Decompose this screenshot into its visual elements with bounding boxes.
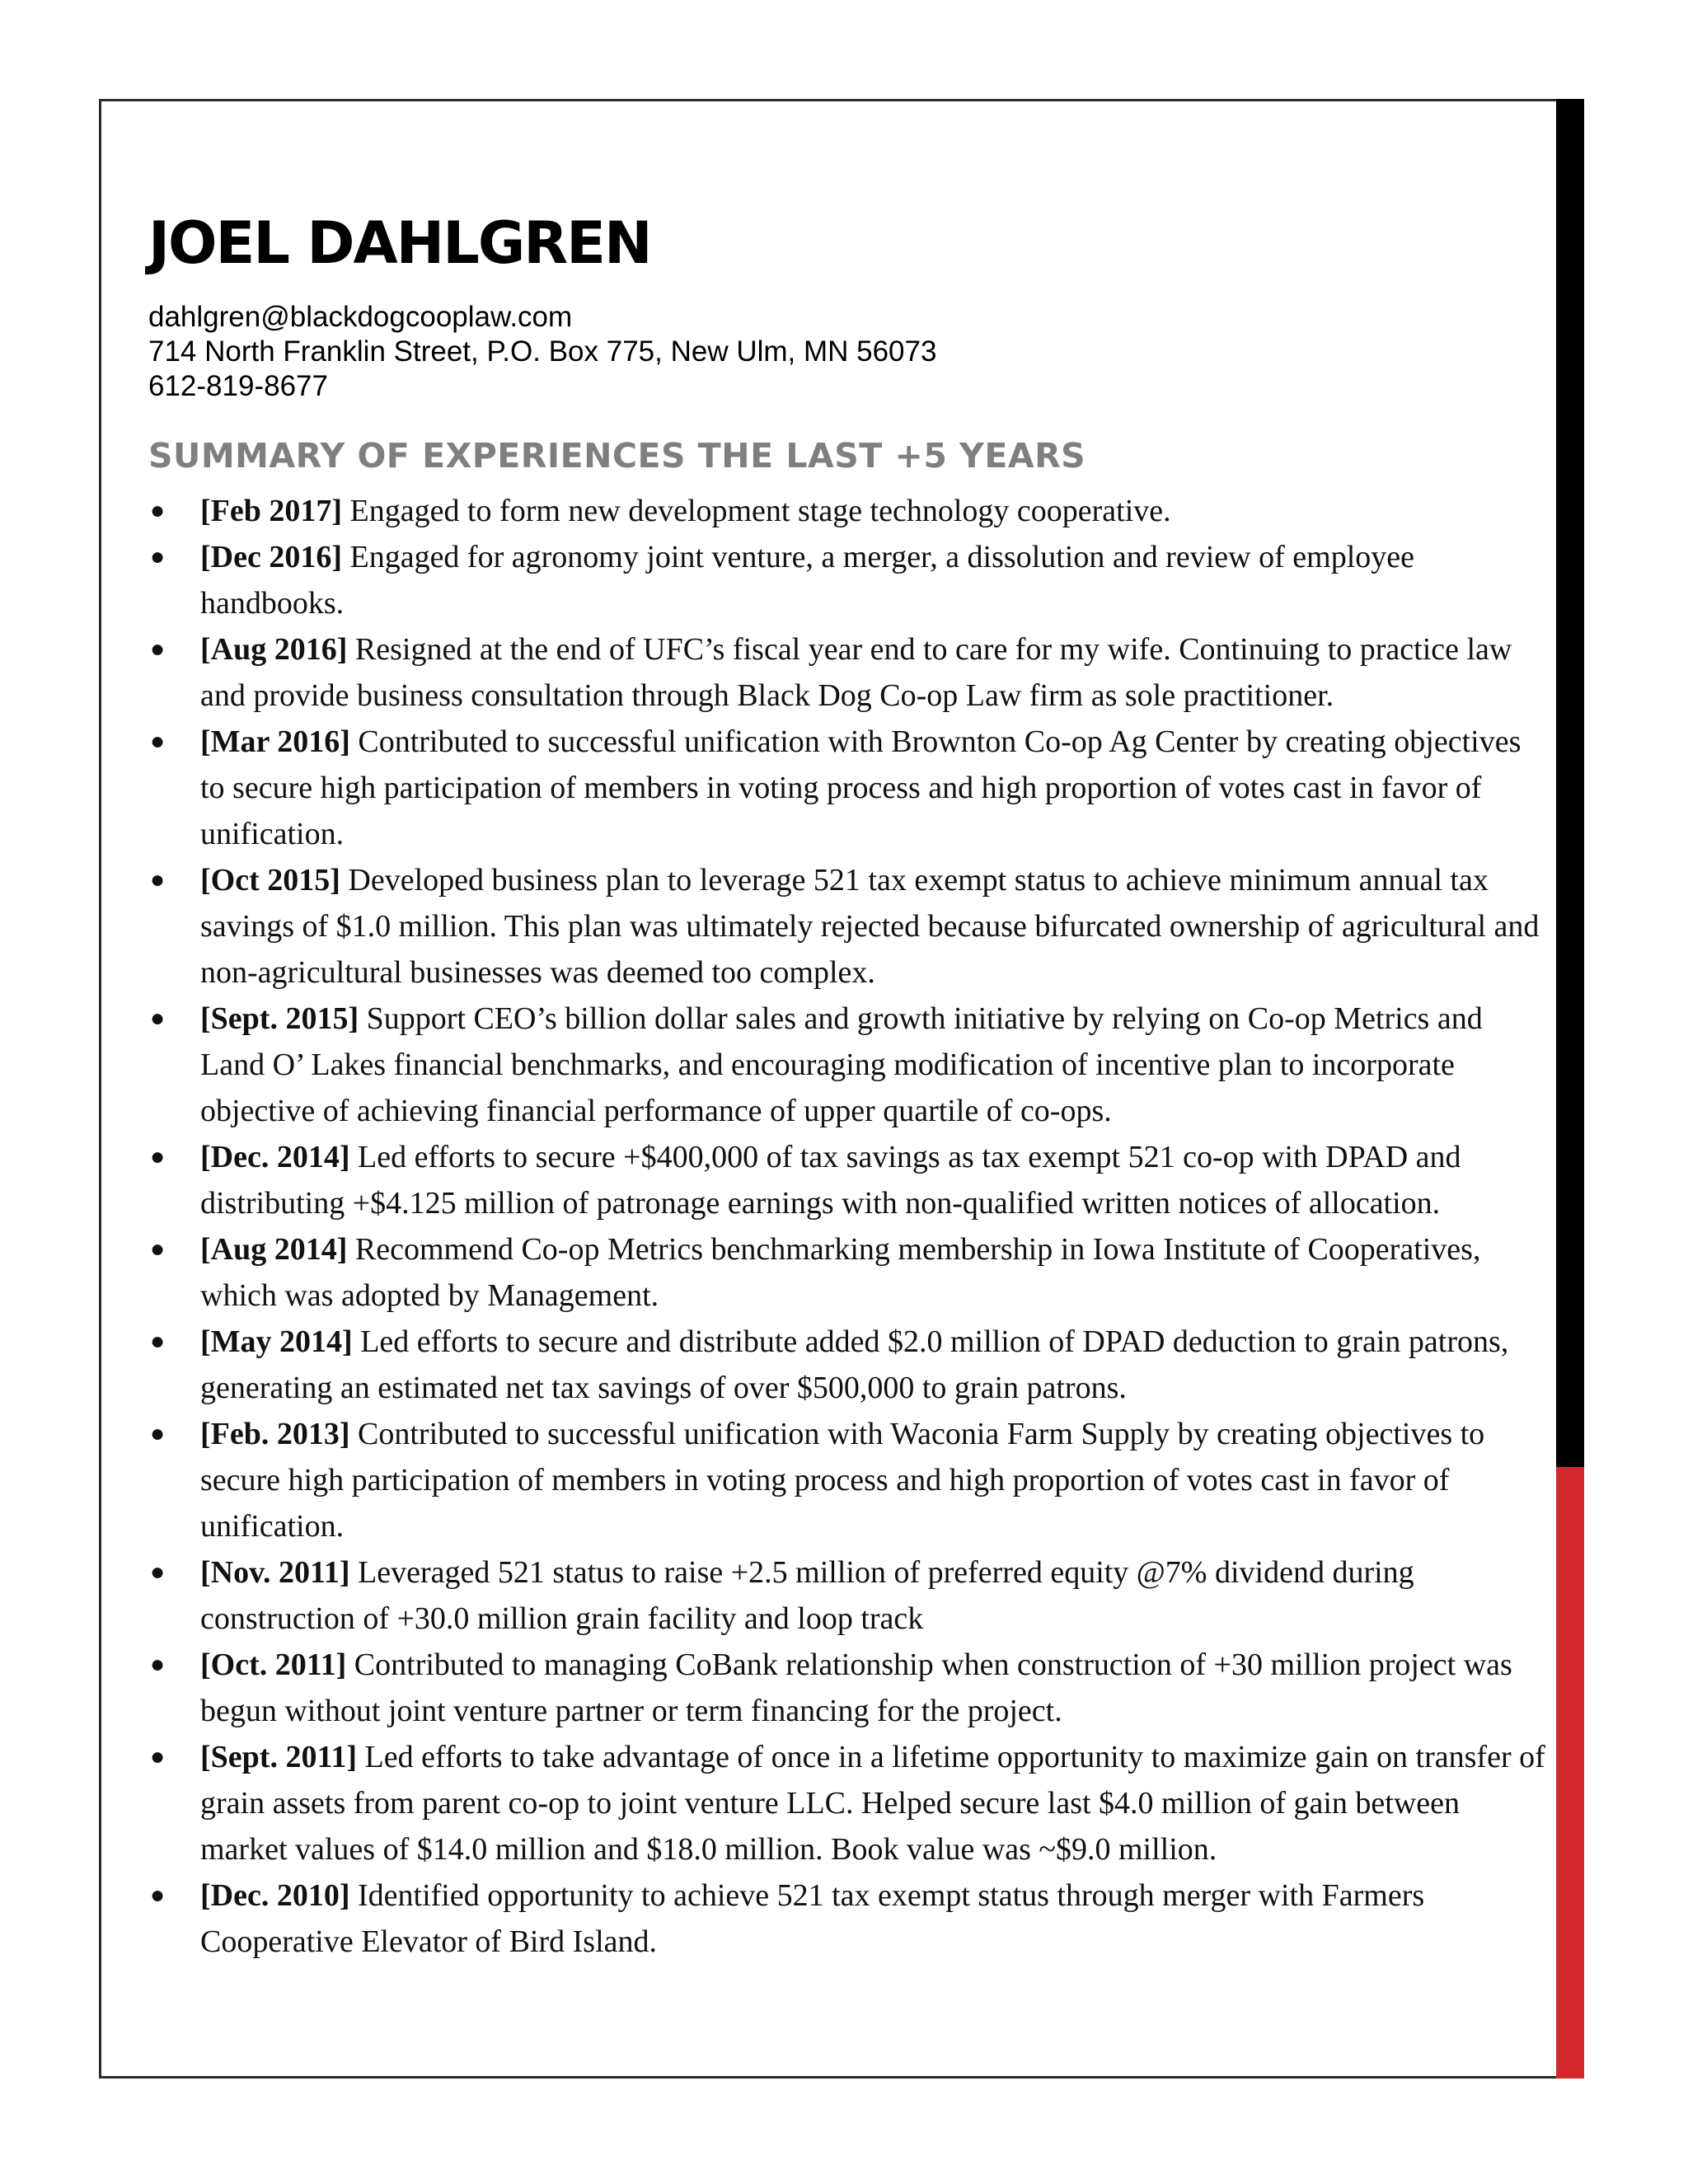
bullet-icon: ● bbox=[150, 1005, 166, 1032]
side-accent-bar-black bbox=[1556, 99, 1584, 1467]
experience-text: Developed business plan to leverage 521 tax exempt status to achieve minimum annual tax savings of $1.0 million. This plan was ultimately rejected because bifurcated ownership of agricultural and non-agricultural businesses was deemed too complex. bbox=[200, 863, 1540, 990]
experience-item bbox=[148, 1319, 1550, 1411]
experience-item bbox=[148, 1734, 1550, 1872]
experience-date: [Oct. 2011] bbox=[200, 1647, 347, 1682]
bullet-icon: ● bbox=[150, 635, 166, 663]
experience-item bbox=[148, 1411, 1550, 1549]
experience-date: [Nov. 2011] bbox=[200, 1555, 350, 1590]
bullet-icon: ● bbox=[150, 1651, 166, 1678]
experience-item bbox=[148, 626, 1550, 719]
resume-name: JOEL DAHLGREN bbox=[148, 209, 651, 277]
experience-text: Identified opportunity to achieve 521 tax exempt status through merger with Farmers Cooperative Elevator of Bird Island. bbox=[200, 1878, 1425, 1959]
experience-item bbox=[148, 996, 1550, 1134]
bullet-icon: ● bbox=[150, 1143, 166, 1170]
experience-text: Contributed to managing CoBank relationship when construction of +30 million project was begun without joint venture partner or term financing for the project. bbox=[200, 1647, 1512, 1728]
experience-date: [Sept. 2015] bbox=[200, 1001, 359, 1036]
experience-date: [Oct 2015] bbox=[200, 863, 340, 898]
experience-item bbox=[148, 1226, 1550, 1319]
experience-item bbox=[148, 1134, 1550, 1226]
resume-content bbox=[148, 206, 1550, 1965]
bullet-icon: ● bbox=[150, 728, 166, 755]
experience-date: [Mar 2016] bbox=[200, 724, 350, 759]
contact-block bbox=[148, 300, 1550, 404]
experience-item bbox=[148, 719, 1550, 857]
experience-item bbox=[148, 857, 1550, 996]
bullet-icon: ● bbox=[150, 497, 166, 524]
experience-text: Contributed to successful unification with Waconia Farm Supply by creating objectives to secure high participation of members in voting process and high proportion of votes cast in favor of unification. bbox=[200, 1417, 1485, 1544]
experience-item bbox=[148, 1642, 1550, 1734]
experience-text: Engaged for agronomy joint venture, a merger, a dissolution and review of employee handbooks. bbox=[200, 540, 1414, 621]
experience-date: [Feb 2017] bbox=[200, 494, 343, 528]
experience-text: Contributed to successful unification with Brownton Co-op Ag Center by creating objectives to secure high participation of members in voting process and high proportion of votes cast in favor of unification. bbox=[200, 724, 1522, 851]
bullet-icon: ● bbox=[150, 866, 166, 893]
experience-date: [Dec 2016] bbox=[200, 540, 342, 574]
bullet-icon: ● bbox=[150, 1743, 166, 1770]
contact-email: dahlgren@blackdogcooplaw.com bbox=[148, 301, 573, 333]
experience-item bbox=[148, 534, 1550, 626]
experience-text: Recommend Co-op Metrics benchmarking membership in Iowa Institute of Cooperatives, which was adopted by Management. bbox=[200, 1232, 1481, 1313]
experience-text: Engaged to form new development stage technology cooperative. bbox=[342, 494, 1171, 528]
experience-text: Led efforts to secure +$400,000 of tax savings as tax exempt 521 co-op with DPAD and distributing +$4.125 million of patronage earnings with non-qualified written notices of allocation. bbox=[200, 1140, 1461, 1221]
contact-address: 714 North Franklin Street, P.O. Box 775, New Ulm, MN 56073 bbox=[148, 335, 937, 368]
experience-date: [May 2014] bbox=[200, 1324, 353, 1359]
experience-text: Resigned at the end of UFC’s fiscal year end to care for my wife. Continuing to practice law and provide business consultation through Black Dog Co-op Law firm as sole practitioner. bbox=[200, 632, 1512, 713]
bullet-icon: ● bbox=[150, 1420, 166, 1447]
experience-text: Support CEO’s billion dollar sales and growth initiative by relying on Co-op Metrics and Land O’ Lakes financial benchmarks, and encouraging modification of incentive plan to incorporate objective of achieving financial performance of upper quartile of co-ops. bbox=[200, 1001, 1483, 1128]
experience-date: [Aug 2014] bbox=[200, 1232, 348, 1267]
experience-item bbox=[148, 1549, 1550, 1642]
experience-text: Led efforts to secure and distribute added $2.0 million of DPAD deduction to grain patrons, generating an estimated net tax savings of over $500,000 to grain patrons. bbox=[200, 1324, 1509, 1405]
contact-phone: 612-819-8677 bbox=[148, 370, 328, 402]
experience-item bbox=[148, 488, 1550, 534]
experience-item bbox=[148, 1872, 1550, 1965]
experience-date: [Dec. 2014] bbox=[200, 1140, 350, 1174]
bullet-icon: ● bbox=[150, 1328, 166, 1355]
bullet-icon: ● bbox=[150, 543, 166, 570]
experience-text: Led efforts to take advantage of once in a lifetime opportunity to maximize gain on transfer of grain assets from parent co-op to joint venture LLC. Helped secure last $4.0 million of gain between market values of $14.0 million and $18.0 million. Book value was ~$9.0 million. bbox=[200, 1740, 1545, 1867]
experience-date: [Aug 2016] bbox=[200, 632, 348, 667]
bullet-icon: ● bbox=[150, 1235, 166, 1263]
experience-date: [Sept. 2011] bbox=[200, 1740, 357, 1774]
side-accent-bar-red bbox=[1556, 1467, 1584, 2079]
experience-date: [Feb. 2013] bbox=[200, 1417, 350, 1451]
bullet-icon: ● bbox=[150, 1558, 166, 1586]
experience-list bbox=[148, 488, 1550, 1965]
experience-date: [Dec. 2010] bbox=[200, 1878, 350, 1913]
bullet-icon: ● bbox=[150, 1882, 166, 1909]
section-title: SUMMARY OF EXPERIENCES THE LAST +5 YEARS bbox=[148, 436, 1086, 476]
experience-text: Leveraged 521 status to raise +2.5 million of preferred equity @7% dividend during construction of +30.0 million grain facility and loop track bbox=[200, 1555, 1414, 1636]
